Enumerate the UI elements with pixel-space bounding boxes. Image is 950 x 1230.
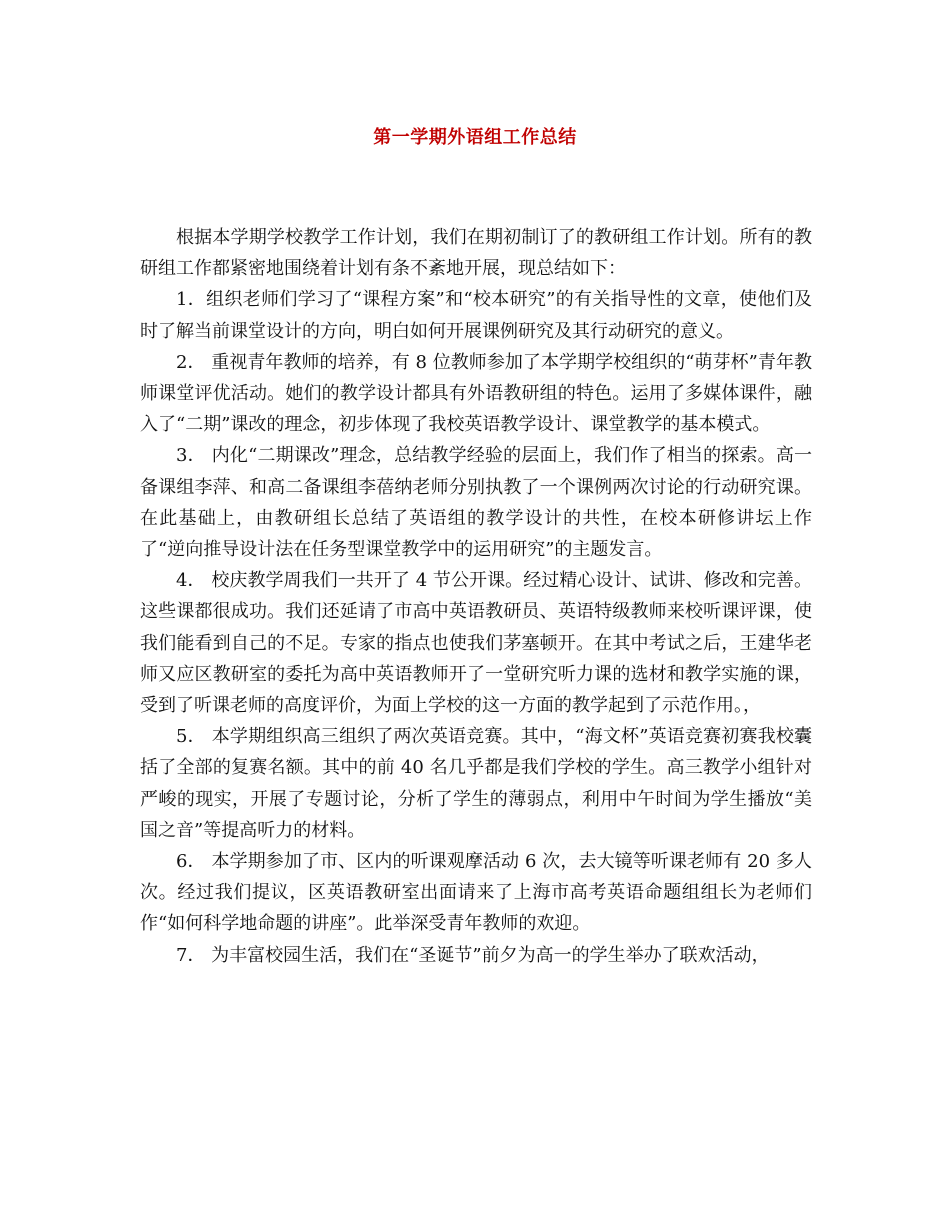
item-paragraph-3: 3． 内化“二期课改”理念，总结教学经验的层面上，我们作了相当的探索。高一备课组李萍、和高二备课组李蓓纳老师分别执教了一个课例两次讨论的行动研究课。在此基础上，由教研组长总结了英语组的教学设计的共性，在校本研修讲坛上作了“逆向推导设计法在任务型课堂教学中的运用研究”的主题发言。 [140, 445, 812, 561]
item-paragraph-5: 5． 本学期组织高三组织了两次英语竞赛。其中，“海文杯”英语竞赛初赛我校囊括了全部的复赛名额。其中的前 40 名几乎都是我们学校的学生。高三教学小组针对严峻的现实，开展了专题讨论，分析了学生的薄弱点，利用中午时间为学生播放“美国之音”等提高听力的材料。 [140, 726, 812, 841]
intro-paragraph: 根据本学期学校教学工作计划，我们在期初制订了的教研组工作计划。所有的教研组工作都紧密地围绕着计划有条不紊地开展，现总结如下： [140, 227, 812, 280]
item-paragraph-2: 2． 重视青年教师的培养，有 8 位教师参加了本学期学校组织的“萌芽杯”青年教师课堂评优活动。她们的教学设计都具有外语教研组的特色。运用了多媒体课件，融入了“二期”课改的理念，初步体现了我校英语教学设计、课堂教学的基本模式。 [140, 351, 812, 436]
item-paragraph-1: 1．组织老师们学习了“课程方案”和“校本研究”的有关指导性的文章，使他们及时了解当前课堂设计的方向，明白如何开展课例研究及其行动研究的意义。 [140, 289, 812, 342]
document-body [140, 222, 812, 971]
document-title: 第一学期外语组工作总结 [373, 127, 577, 148]
item-paragraph-6: 6． 本学期参加了市、区内的听课观摩活动 6 次，去大镜等听课老师有 20 多人次。经过我们提议，区英语教研室出面请来了上海市高考英语命题组组长为老师们作“如何科学地命题的讲座”。此举深受青年教师的欢迎。 [140, 851, 812, 935]
item-paragraph-7: 7． 为丰富校园生活，我们在“圣诞节”前夕为高一的学生举办了联欢活动， [176, 944, 770, 966]
item-paragraph-4: 4． 校庆教学周我们一共开了 4 节公开课。经过精心设计、试讲、修改和完善。这些课都很成功。我们还延请了市高中英语教研员、英语特级教师来校听课评课，使我们能看到自己的不足。专家的指点也使我们茅塞顿开。在其中考试之后，王建华老师又应区教研室的委托为高中英语教师开了一堂研究听力课的选材和教学实施的课，受到了听课老师的高度评价，为面上学校的这一方面的教学起到了示范作用。， [140, 570, 812, 717]
